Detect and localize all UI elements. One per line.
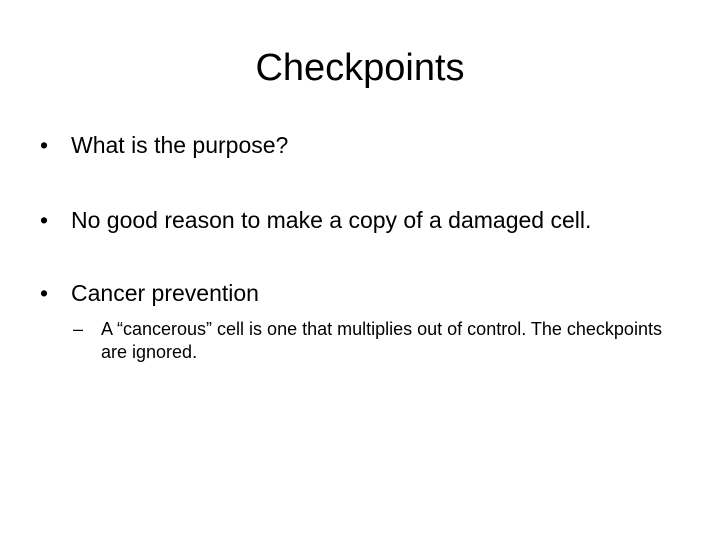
bullet-marker: •: [40, 280, 49, 306]
sub-bullet-text: A “cancerous” cell is one that multiplies out of control. The checkpoints are ignored.: [101, 319, 662, 362]
bullet-text: Cancer prevention: [71, 280, 259, 306]
bullet-item: [40, 278, 680, 308]
slide-title: Checkpoints: [255, 47, 465, 89]
bullet-item: [40, 205, 680, 235]
sub-bullet-item: [73, 318, 673, 364]
bullet-marker: •: [40, 132, 49, 158]
bullet-marker: •: [40, 207, 49, 233]
sub-bullet-marker: –: [73, 319, 84, 339]
bullet-text: What is the purpose?: [71, 132, 289, 158]
bullet-text: No good reason to make a copy of a damaged cell.: [71, 207, 592, 233]
bullet-item: [40, 130, 680, 160]
